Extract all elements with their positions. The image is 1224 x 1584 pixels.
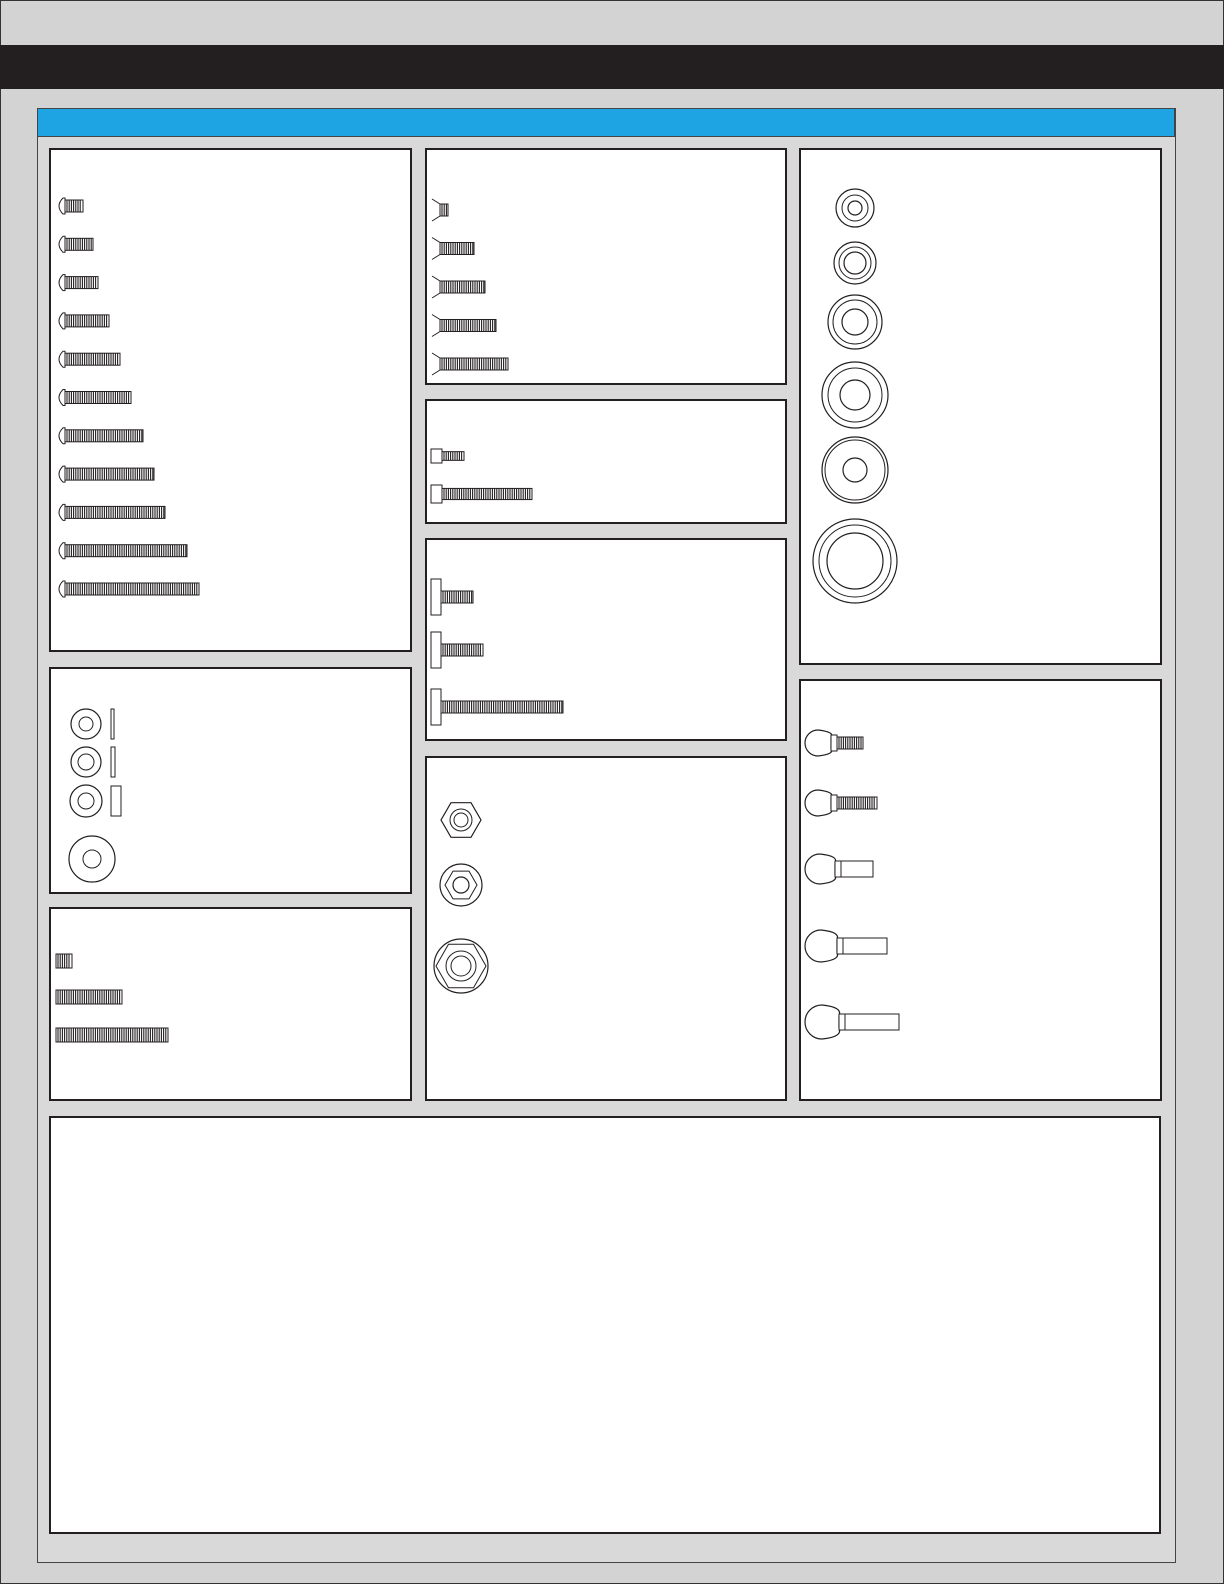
set-screw-3 — [56, 1028, 168, 1042]
bearing-2 — [834, 242, 876, 284]
flat-head-screw-4 — [432, 315, 496, 337]
button-head-screw-4 — [59, 313, 109, 329]
nut-1 — [441, 803, 481, 838]
button-head-screw-5 — [59, 351, 120, 367]
panel-notes-area — [49, 1116, 1161, 1534]
button-head-screw-3 — [59, 275, 98, 291]
flat-head-screw-3 — [432, 276, 485, 298]
panel-button-head-screws — [49, 148, 412, 652]
cap-head-screw-1 — [431, 449, 464, 463]
ball-stud-4 — [805, 930, 887, 962]
panel-cap-head-screws — [425, 399, 787, 524]
nut-2 — [440, 864, 482, 906]
washer-4 — [69, 836, 115, 882]
button-head-screw-icon — [51, 150, 412, 652]
panel-nuts — [425, 756, 787, 1101]
bearing-5 — [822, 437, 888, 503]
washer-icon — [51, 669, 412, 894]
washer-1 — [71, 709, 114, 739]
button-head-screw-9 — [59, 504, 165, 520]
flat-head-screw-5 — [432, 353, 508, 375]
cap-head-screw-icon — [427, 401, 787, 524]
ball-stud-1 — [805, 730, 863, 756]
washer-2 — [71, 747, 115, 777]
button-head-screw-8 — [59, 466, 154, 482]
nut-3 — [434, 939, 488, 993]
panel-ball-studs — [799, 679, 1162, 1101]
washer-3 — [70, 785, 121, 817]
bearing-1 — [836, 189, 874, 227]
bearing-6 — [813, 519, 897, 603]
top-title-bar — [0, 45, 1224, 89]
button-head-screw-11 — [59, 581, 199, 597]
button-head-screw-1 — [59, 198, 83, 214]
shoulder-screw-3 — [431, 689, 563, 725]
set-screw-icon — [51, 909, 412, 1101]
set-screw-2 — [56, 990, 122, 1004]
ball-stud-2 — [805, 790, 877, 816]
panel-set-screws — [49, 907, 412, 1101]
shoulder-screw-icon — [427, 540, 787, 741]
bearing-4 — [822, 362, 888, 428]
panel-washers — [49, 667, 412, 894]
flat-head-screw-2 — [432, 238, 474, 260]
bearing-icon — [801, 150, 1162, 665]
shoulder-screw-2 — [431, 632, 483, 668]
ball-stud-3 — [805, 854, 873, 884]
button-head-screw-10 — [59, 543, 187, 559]
nut-icon — [427, 758, 787, 1101]
panel-flat-head-screws — [425, 148, 787, 385]
ball-stud-icon — [801, 681, 1162, 1101]
cap-head-screw-2 — [431, 485, 532, 503]
flat-head-screw-icon — [427, 150, 787, 385]
flat-head-screw-1 — [432, 199, 448, 221]
ball-stud-5 — [805, 1005, 899, 1039]
panel-bearings — [799, 148, 1162, 665]
shoulder-screw-1 — [431, 579, 473, 615]
button-head-screw-7 — [59, 428, 143, 444]
section-header-bar — [37, 108, 1175, 137]
button-head-screw-2 — [59, 236, 93, 252]
set-screw-1 — [56, 954, 72, 968]
button-head-screw-6 — [59, 390, 131, 406]
panel-shoulder-screws — [425, 538, 787, 741]
bearing-3 — [828, 295, 882, 349]
